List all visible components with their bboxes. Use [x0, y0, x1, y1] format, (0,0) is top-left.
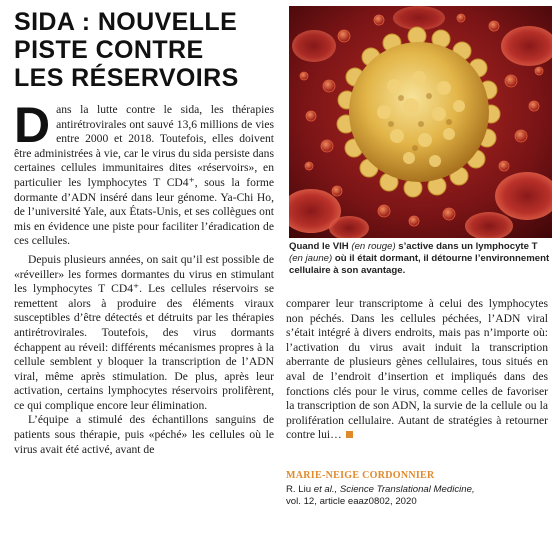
reference-etal: et al.: [313, 484, 335, 495]
caption-yellow-label: (en jaune): [289, 253, 333, 264]
hiv-lymphocyte-photo: [289, 6, 552, 238]
article-column-2: [286, 297, 548, 443]
reference-journal: , Science Translational Medicine,: [334, 484, 475, 495]
paragraph-1: [14, 97, 274, 249]
hiv-infected-lymphocyte-icon: [289, 6, 552, 238]
author-byline: MARIE-NEIGE CORDONNIER: [286, 470, 435, 481]
title-line-1: SIDA : NOUVELLE: [14, 8, 238, 36]
paragraph-2: Depuis plusieurs années, on sait qu’il est possible de «réveiller» les formes dormantes du virus en stimulant les lymphocytes T CD4⁺. Les cellules réservoirs se remettent alors à produire des éléments viraux susceptibles d’être détectés et détruits par les thérapies antirétrovirales. Toutefois, des virus dormants échappent au réveil: différents mécanismes propres à la cellule semblent y bloquer la transcription de l’ADN viral, même après stimulation. De plus, après leur activation, certains lymphocytes réservoirs prolifèrent, ce qui complique encore leur élimination.: [14, 252, 274, 412]
caption-text-start: Quand le VIH: [289, 241, 352, 252]
caption-text-middle: s’active dans un lymphocyte T: [395, 241, 538, 252]
caption-text-end: où il était dormant, il détourne l’environnement cellulaire à son avantage.: [289, 253, 550, 276]
reference-authors: R. Liu: [286, 484, 314, 495]
paragraph-3-continued: [286, 297, 548, 443]
photo-caption: [289, 241, 552, 277]
paragraph-1-text: ans la lutte contre le sida, les thérapies antirétrovirales ont sauvé 13,6 millions de vies entre 2000 et 2018. Toutefois, elles doivent être administrées à vie, car le virus du sida persiste dans certaines cellules immunitaires dites «réservoirs», en particulier les lymphocytes T CD4⁺, sous la forme dormante d’ADN inséré dans leur génome. Ya-Chi Ho, de l’université Yale, aux États-Unis, et ses collègues ont mis en évidence une piste pour faciliter l’éradication de ces cellules.: [14, 103, 274, 248]
paragraph-3-part-1: L’équipe a stimulé des échantillons sanguins de patients sous thérapie, puis «péché» les cellules où le virus avait été activé, avant de: [14, 413, 274, 456]
reference-citation: [286, 484, 548, 508]
article-title: [14, 8, 276, 92]
title-line-2: PISTE CONTRE: [14, 36, 204, 64]
article-column-1: [14, 97, 274, 457]
paragraph-3-part-2: comparer leur transcriptome à celui des lymphocytes non péchés. Dans les cellules péchées, l’ADN viral s’était intégré à divers endroits, mais pas n’importe où: l’activation du virus avait induit la transcription aberrante de plusieurs gènes cellulaires, tous situés en aval de l’endroit d’insertion et impliqués dans des fonctions clés pour le virus, comme celles de favoriser la transcription de son ADN, la survie de la cellule ou la prolifération cellulaire. Autant de stratégies à retourner contre lui…: [286, 297, 548, 442]
reference-details: vol. 12, article eaaz0802, 2020: [286, 496, 417, 508]
drop-cap: D: [14, 97, 51, 153]
paragraph-3: [14, 413, 274, 457]
title-line-3: LES RÉSERVOIRS: [14, 64, 239, 92]
end-mark-icon: [346, 431, 353, 438]
caption-red-label: (en rouge): [351, 241, 396, 252]
